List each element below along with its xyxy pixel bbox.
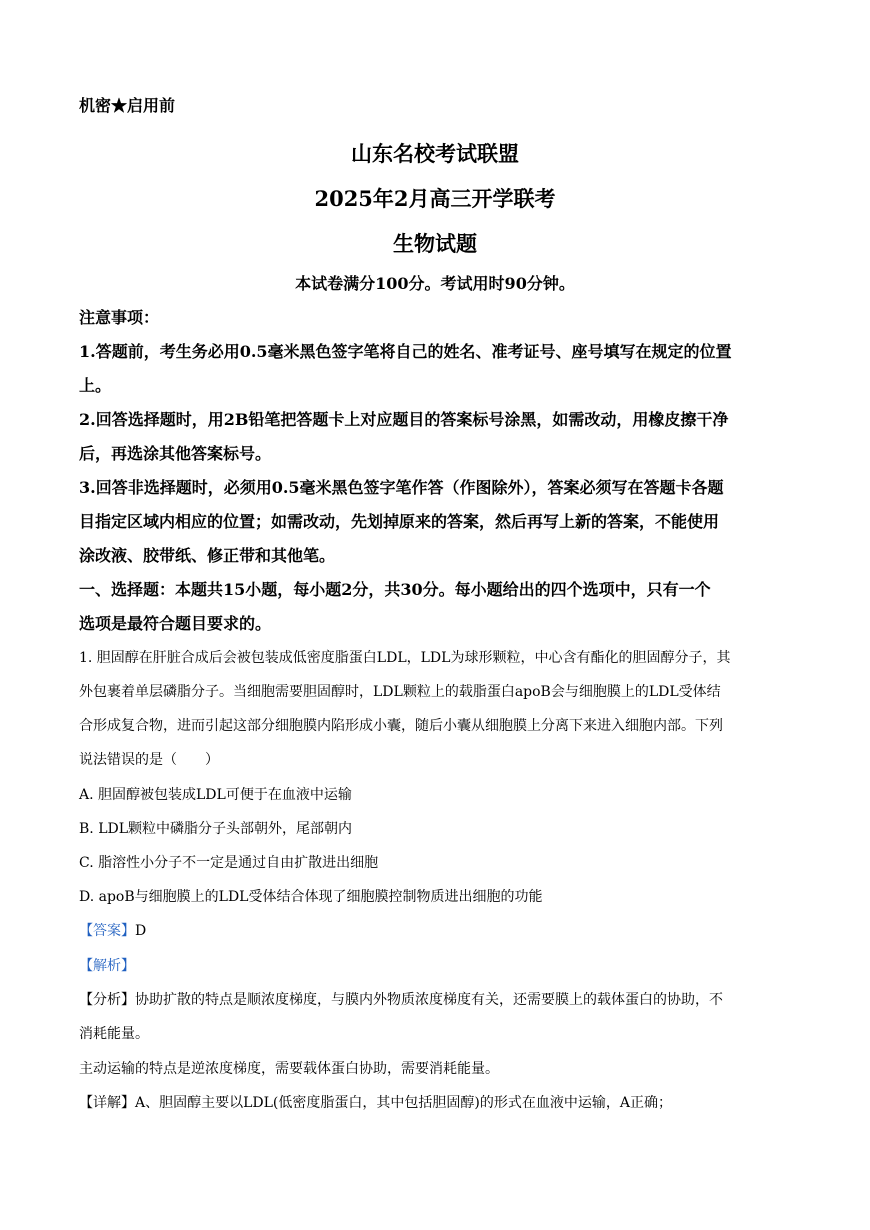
option-d: D. apoB与细胞膜上的LDL受体结合体现了细胞膜控制物质进出细胞的功能 (79, 889, 543, 905)
score-time-info: 本试卷满分100分。考试用时90分钟。 (295, 274, 575, 293)
option-b: B. LDL颗粒中磷脂分子头部朝外，尾部朝内 (79, 821, 353, 837)
notice-item-3: 3.回答非选择题时，必须用0.5毫米黑色签字笔作答（作图除外），答案必须写在答题卡各题 (79, 478, 724, 497)
exam-union-title: 山东名校考试联盟 (351, 141, 519, 166)
fenxi-line (79, 989, 723, 1009)
section-heading-cont: 选项是最符合题目要求的。 (79, 614, 272, 633)
detail-line (79, 1092, 672, 1112)
analysis-line (79, 955, 135, 975)
fenxi-tag: 【分析】 (79, 992, 135, 1008)
question-1-stem: 1. 胆固醇在肝脏合成后会被包装成低密度脂蛋白LDL，LDL为球形颗粒，中心含有酯化的胆固醇分子，其 (79, 650, 731, 666)
answer-tag: 【答案】 (79, 923, 135, 939)
question-1-stem-cont-3: 说法错误的是（ ） (79, 752, 219, 768)
notice-item-3-cont-1: 目指定区域内相应的位置；如需改动，先划掉原来的答案，然后再写上新的答案，不能使用 (79, 512, 720, 531)
analysis-tag: 【解析】 (79, 958, 135, 974)
notice-item-2: 2.回答选择题时，用2B铅笔把答题卡上对应题目的答案标号涂黑，如需改动，用橡皮擦干净 (79, 410, 729, 429)
detail-tag: 【详解】 (79, 1095, 135, 1111)
notice-item-1-cont: 上。 (79, 376, 112, 395)
answer-line (79, 920, 146, 940)
answer-value: D (135, 923, 147, 939)
exam-date-title: 2025年2月高三开学联考 (314, 186, 556, 211)
fenxi-line-2: 主动运输的特点是逆浓度梯度，需要载体蛋白协助，需要消耗能量。 (79, 1061, 499, 1077)
confidential-label: 机密★启用前 (79, 96, 176, 115)
subject-title: 生物试题 (393, 231, 477, 256)
fenxi-text: 协助扩散的特点是顺浓度梯度，与膜内外物质浓度梯度有关，还需要膜上的载体蛋白的协助，不 (135, 992, 723, 1008)
notice-heading: 注意事项： (79, 308, 160, 327)
option-c: C. 脂溶性小分子不一定是通过自由扩散进出细胞 (79, 855, 379, 871)
question-1-stem-cont-1: 外包裹着单层磷脂分子。当细胞需要胆固醇时，LDL颗粒上的载脂蛋白apoB会与细胞膜上的LDL受体结 (79, 684, 721, 700)
notice-item-3-cont-2: 涂改液、胶带纸、修正带和其他笔。 (79, 546, 336, 565)
notice-item-1: 1.答题前，考生务必用0.5毫米黑色签字笔将自己的姓名、准考证号、座号填写在规定的位置 (79, 342, 732, 361)
option-a: A. 胆固醇被包装成LDL可便于在血液中运输 (79, 787, 352, 803)
question-1-stem-cont-2: 合形成复合物，进而引起这部分细胞膜内陷形成小囊，随后小囊从细胞膜上分离下来进入细胞内部。下列 (79, 718, 723, 734)
notice-item-2-cont: 后，再选涂其他答案标号。 (79, 444, 272, 463)
detail-text: A、胆固醇主要以LDL(低密度脂蛋白，其中包括胆固醇)的形式在血液中运输，A正确； (135, 1095, 672, 1111)
section-heading: 一、选择题：本题共15小题，每小题2分，共30分。每小题给出的四个选项中，只有一个 (79, 580, 711, 599)
fenxi-line-cont: 消耗能量。 (79, 1026, 149, 1042)
